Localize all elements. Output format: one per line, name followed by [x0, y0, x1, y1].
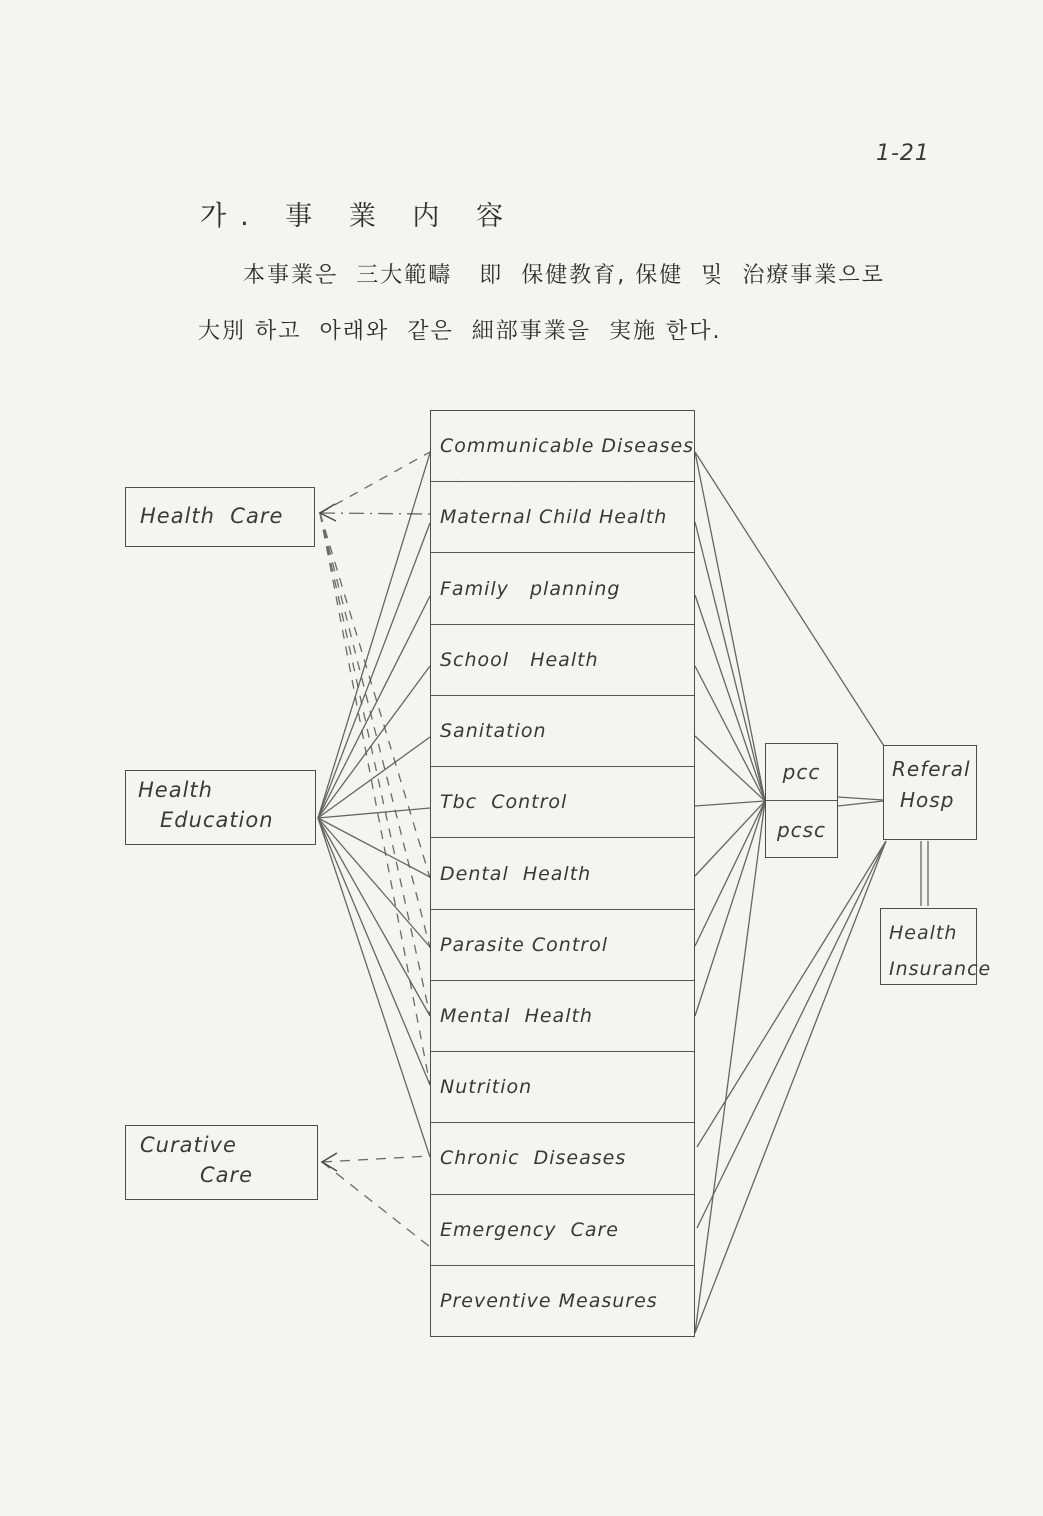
service-row-mental-health — [431, 981, 694, 1052]
body-text-line-2: 大別 하고 아래와 같은 細部事業을 実施 한다. — [198, 319, 722, 344]
service-label: Tbc Control — [440, 791, 568, 814]
service-row-maternal-child-health — [431, 482, 694, 553]
node-health-insurance-label: Health Insurance — [889, 922, 992, 981]
service-row-dental-health — [431, 838, 694, 909]
service-label: Emergency Care — [440, 1218, 619, 1241]
body-text-line-1: 本事業은 三大範疇 即 保健教育, 保健 및 治療事業으로 — [243, 263, 885, 288]
service-row-school-health — [431, 625, 694, 696]
service-row-family-planning — [431, 553, 694, 624]
node-health-education — [125, 770, 316, 845]
node-curative-care — [125, 1125, 318, 1200]
section-heading: 가. 事 業 内 容 — [200, 201, 517, 232]
node-pcsc-label: pcsc — [776, 817, 827, 842]
service-label: Maternal Child Health — [440, 506, 668, 529]
node-health-care-label: Health Care — [140, 504, 284, 528]
service-label: Nutrition — [440, 1076, 533, 1099]
service-row-chronic-diseases — [431, 1123, 694, 1194]
service-row-sanitation — [431, 696, 694, 767]
service-label: Chronic Diseases — [440, 1147, 627, 1170]
service-label: School Health — [440, 648, 599, 671]
service-row-preventive-measures — [431, 1266, 694, 1336]
service-label: Parasite Control — [440, 933, 609, 956]
service-row-tbc-control — [431, 767, 694, 838]
node-health-education-label: Health Education — [138, 778, 274, 833]
service-label: Sanitation — [440, 720, 547, 743]
service-row-nutrition — [431, 1052, 694, 1123]
services-column — [430, 410, 695, 1337]
service-row-parasite-control — [431, 910, 694, 981]
service-row-emergency-care — [431, 1195, 694, 1266]
node-pcc-pcsc — [765, 743, 838, 858]
node-referral-hospital — [883, 745, 977, 840]
service-label: Dental Health — [440, 862, 592, 885]
node-pcc-label: pcc — [766, 744, 837, 801]
service-label: Family planning — [440, 577, 621, 600]
node-health-insurance — [880, 908, 992, 985]
service-label: Communicable Diseases — [440, 435, 695, 458]
node-referral-hospital-label: Referal Hosp — [892, 757, 971, 812]
service-row-communicable-diseases — [431, 411, 694, 482]
page-number: 1-21 — [876, 141, 930, 166]
service-label: Mental Health — [440, 1004, 593, 1027]
service-label: Preventive Measures — [440, 1289, 658, 1312]
node-curative-care-label: Curative Care — [140, 1133, 254, 1188]
node-health-care — [125, 487, 315, 547]
